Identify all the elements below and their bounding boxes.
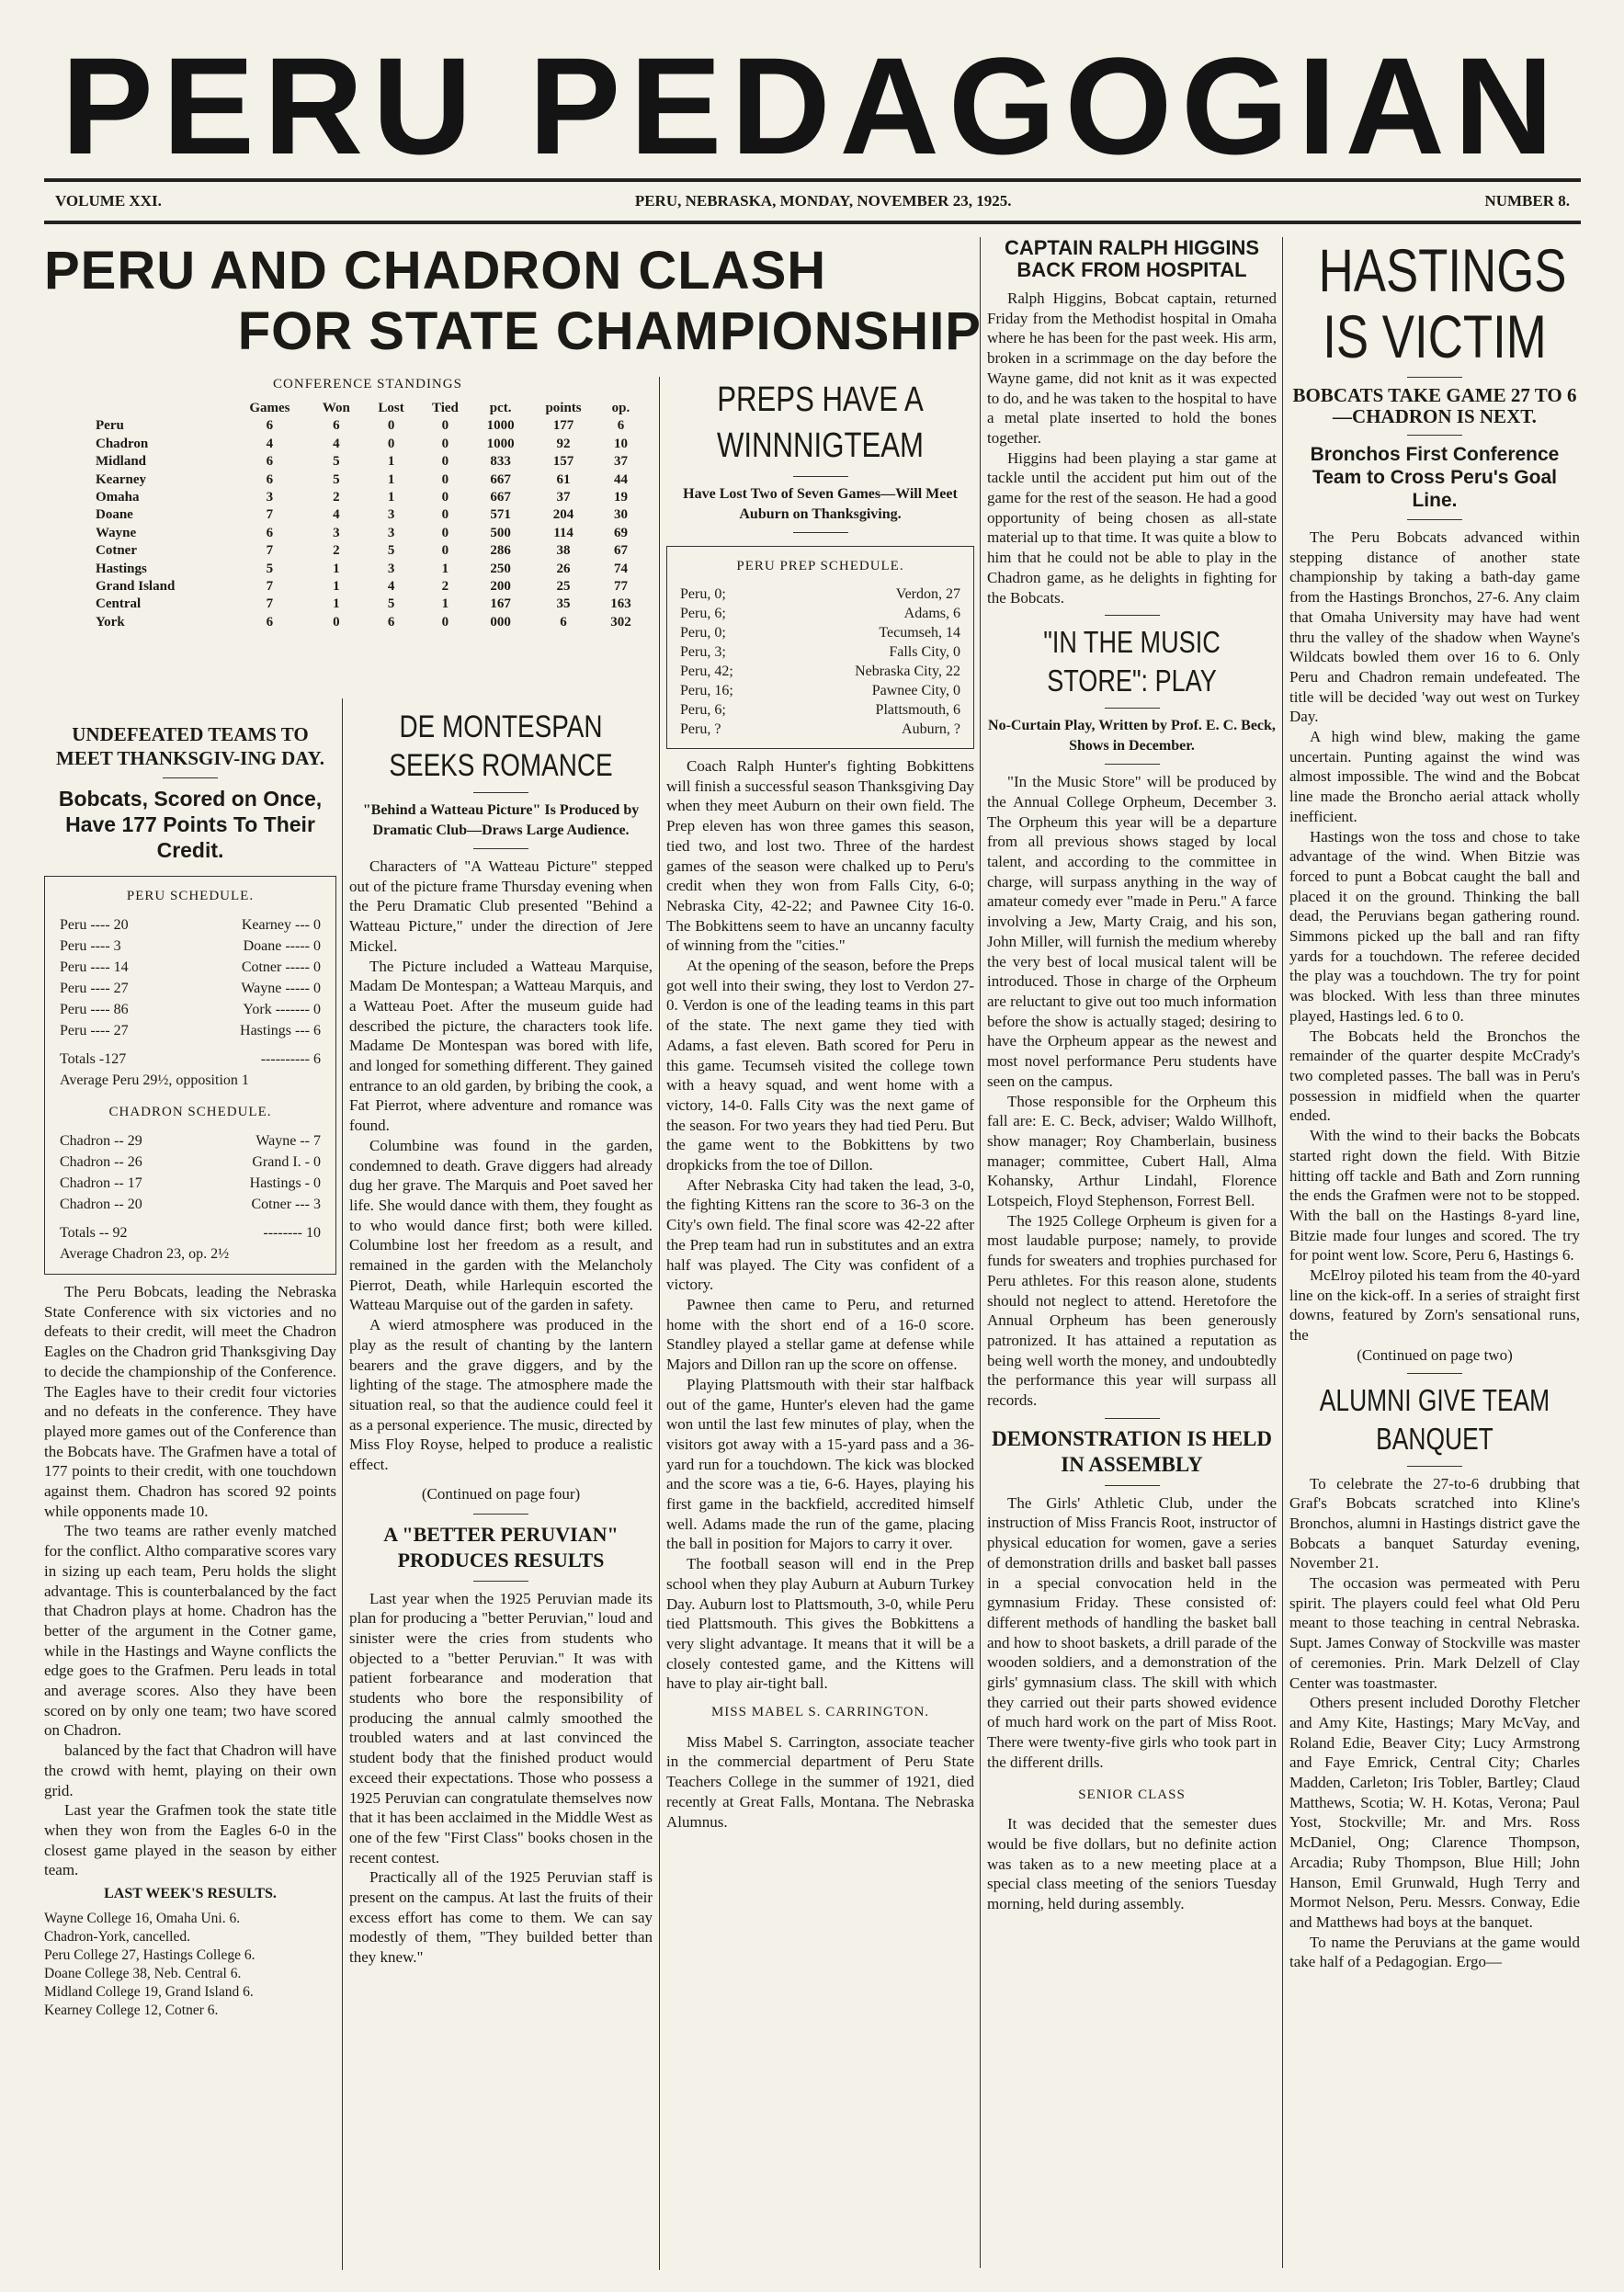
schedule-left: Chadron -- 29 <box>60 1133 142 1149</box>
standings-cell: 177 <box>552 418 574 434</box>
standings-cell: 35 <box>556 596 571 612</box>
senior-headline: SENIOR CLASS <box>1078 1787 1186 1802</box>
standings-cell: 250 <box>490 561 511 576</box>
standings-cell: 38 <box>556 543 571 559</box>
standings-cell: 37 <box>556 490 571 505</box>
schedule-row <box>680 700 960 720</box>
standings-cell: 5 <box>266 561 274 576</box>
standings-cell: Midland <box>96 454 147 470</box>
standings-row <box>92 506 643 524</box>
paragraph: The occasion was permeated with Peru spirit. The players could feel what Old Peru meant to those teaching in central Nebraska. Supt. James Conway of Stockville was master of ceremonies. Prin. Mark Delzell of Clay Center was toastmaster. <box>1289 1574 1580 1692</box>
paragraph: Playing Plattsmouth with their star halfback out of the game, Hunter's eleven had the game won until the last few minutes of play, when the visitors got away with a 15-yard pass and a 36-yard run for a touchdown. The kick was blocked and the score was a tie, 6-6. Hayes, playing his first game in the backfield, accredited himself well. Adams made the run of the game, placing the ball in position for Majors to carry it over. <box>666 1375 974 1553</box>
paragraph: To name the Peruvians at the game would take half of a Pedagogian. Ergo— <box>1289 1933 1580 1971</box>
schedule-right: Kearney --- 0 <box>241 917 321 933</box>
standings-cell: 5 <box>333 471 340 487</box>
higgins-headline: CAPTAIN RALPH HIGGINS BACK FROM HOSPITAL <box>1004 236 1260 281</box>
peruvian-headline: A "BETTER PERUVIAN" PRODUCES RESULTS <box>383 1522 619 1571</box>
schedule-right: Hastings - 0 <box>249 1175 321 1191</box>
hastings-body <box>1289 528 1580 1345</box>
schedule-left: Peru ---- 27 <box>60 1023 129 1038</box>
paragraph: Others present included Dorothy Fletcher and Amy Kite, Hastings; Mary McVay, and Roland Edie, Beaver City; Lucy Armstrong and Faye Emrick, Central City; Charles Madden, Carleton; Iris Tobler, Bartley; Claud Matthews, Scotia; W. H. Kotas, Verona; Paul Yost, Stockville; Mr. and Mrs. Ross McDaniel, Ong; Clarence Thompson, Arcadia; Ruby Thompson, Blue Hill; John Hanson, Emil Grunwald, Hugh Terry and Mormot Nelson, Peru. Messrs. Conway, Edie and Matthews had boys at the banquet. <box>1289 1694 1580 1931</box>
standings-cell: 2 <box>333 490 340 505</box>
paragraph: Practically all of the 1925 Peruvian staff is present on the campus. At last the fruits of their excess effort has come to them. We can say modestly of them, "They builded better than they knew." <box>349 1868 653 1967</box>
standings-cell: 6 <box>266 454 274 470</box>
masthead: PERU PEDAGOGIAN <box>61 28 1563 183</box>
standings-cell: 1000 <box>486 418 515 434</box>
standings-row <box>92 489 643 506</box>
schedule-row <box>680 584 960 604</box>
standings-row <box>92 578 643 596</box>
paragraph: After Nebraska City had taken the lead, 3-0, the fighting Kittens ran the score to 36-3 on the City's own field. The final score was 42-22 after the Prep team had run in substitutes and an extra half was played. The City was confident of a victory. <box>666 1175 974 1294</box>
standings-cell: 77 <box>613 579 628 595</box>
standings-title: CONFERENCE STANDINGS <box>273 377 462 391</box>
schedule-left: Peru ---- 3 <box>60 938 121 954</box>
standings-row <box>92 561 643 578</box>
schedule-left: Peru, 3; <box>680 644 726 660</box>
alumni-body <box>1289 1474 1580 1973</box>
standings-row <box>92 542 643 560</box>
schedule-right: Plattsmouth, 6 <box>875 702 960 718</box>
issue-number: NUMBER 8. <box>1484 192 1570 210</box>
last-week-results <box>44 1910 336 2020</box>
standings-cell: 3 <box>266 490 274 505</box>
schedule-left: Peru, 6; <box>680 702 726 718</box>
standings-cell: 61 <box>556 471 571 487</box>
schedule-left: Peru, 0; <box>680 586 726 602</box>
standings-cell: 6 <box>266 614 274 630</box>
standings-cell: 1 <box>333 561 340 576</box>
column-rule <box>1282 237 1283 2268</box>
undefeated-deck: Bobcats, Scored on Once, Have 177 Points To Their Credit. <box>58 787 323 862</box>
standings-cell: 37 <box>613 454 628 470</box>
schedule-right: Verdon, 27 <box>895 586 960 602</box>
hastings-headline: HASTINGS IS VICTIM <box>1318 236 1567 370</box>
standings-cell: 000 <box>490 614 511 630</box>
schedule-right: Wayne ----- 0 <box>241 981 321 996</box>
paragraph: The two teams are rather evenly matched for the conflict. Altho comparative scores vary in sizing up each team, Peru holds the slight advantage. This is counterbalanced by the fact that Chadron plays at home. Chadron has the better of the argument in the Cotner game, while in the Hastings and Wayne conflicts the edge goes to the Grafmen. Peru leads in total and average scores. Also they have been scored on by only one team; two have scored on Chadron. <box>44 1522 336 1740</box>
result-line: Chadron-York, cancelled. <box>44 1928 190 1945</box>
standings-cell: 6 <box>387 614 395 630</box>
schedule-row <box>60 1020 321 1041</box>
hastings-deck-1: BOBCATS TAKE GAME 27 TO 6—CHADRON IS NEXT. <box>1292 384 1577 427</box>
paragraph: "In the Music Store" will be produced by the Annual College Orpheum, December 3. The Orpheum this year will be a departure from all previous shows staged by local talent, and according to the committee in charge, will surpass anything in the way of amateur comedy ever "made in Peru." A farce involving a Jew, Marty Craig, and his son, John Miller, will furnish the medium whereby the very best of local musical talent will be introduced. Those in charge of the Orpheum are reluctant to give out too much information before the show is actually staged; desiring to have the Orpheum appear as the newest and most novel performance Peru students have seen on the campus. <box>987 773 1277 1090</box>
standings-header-cell: Tied <box>431 401 459 415</box>
music-store-deck: No-Curtain Play, Written by Prof. E. C. Beck, Shows in December. <box>988 718 1276 755</box>
schedule-right: Pawnee City, 0 <box>871 683 960 698</box>
last-week-title: LAST WEEK'S RESULTS. <box>104 1886 277 1902</box>
standings-cell: 7 <box>266 579 274 595</box>
standings-cell: 1 <box>441 596 449 612</box>
standings-cell: 6 <box>617 418 625 434</box>
senior-body: It was decided that the semester dues would be five dollars, but no definite action was taken as to a new meeting place at a special class meeting of the seniors Tuesday morning, held during assembly. <box>987 1815 1277 1913</box>
standings-cell: 3 <box>387 507 395 523</box>
paragraph: A high wind blew, making the game uncertain. Punting against the wind was almost impossible. The wind and the Bobcat line made the Broncho aerial attack wholly inefficient. <box>1289 728 1580 825</box>
montespan-headline: DE MONTESPAN SEEKS ROMANCE <box>389 709 613 783</box>
paragraph: At the opening of the season, before the Preps got well into their swing, they lost to Verdon 27-0. Verdon is one of the leading teams in this part of the state. The next game they tied with Adams, a fast eleven. Bath scored for Peru in this game. Tecumseh visited the college town with a heavy squad, and went home with a victory, 14-0. Falls City was the next game of the season. For two years they had tied Peru. But the game went to the Bobkittens by two dropkicks from the toe of Dillon. <box>666 957 974 1174</box>
paragraph: The Peru Bobcats, leading the Nebraska State Conference with six victories and no defeats to their credit, will meet the Chadron Eagles on the Chadron grid Thanksgiving Day to decide the championship of the Conference. The Eagles have to their credit four victories and no defeats in the conference. They have played more games out of the Conference than the Bobcats have. The Grafmen have a total of 177 points to their credit, with one touchdown against them. Chadron has scored 92 points while opponents made 10. <box>44 1283 336 1520</box>
schedule-row <box>680 681 960 700</box>
schedule-right: Cotner ----- 0 <box>241 959 321 975</box>
carrington-body: Miss Mabel S. Carrington, associate teacher in the commercial department of Peru State Teachers College in the summer of 1921, died recently at Great Falls, Montana. The Nebraska Alumnus. <box>666 1732 974 1831</box>
standings-row <box>92 453 643 471</box>
paragraph: The football season will end in the Prep school when they play Auburn at Auburn Turkey Day. Auburn lost to Plattsmouth, 3-0, while Peru tied Plattsmouth. This gives the Bobkittens a very slight advantage. It means that it will be a closely contested game, and the Kittens will have to play air-tight ball. <box>666 1555 974 1693</box>
paragraph: The 1925 College Orpheum is given for a most laudable purpose; namely, to provide funds for sweaters and trophies purchased for Peru athletes. For this reason alone, students should not neglect to attend. Heretofore the Annual Orpheum has been generously patronized. It has attained a reputation as being well worth the money, and undoubtedly the performance this year will surpass all records. <box>987 1211 1277 1410</box>
schedule-row <box>60 914 321 936</box>
schedule-row <box>60 1173 321 1194</box>
standings-header-cell: points <box>545 401 582 415</box>
schedule-left: Peru, 6; <box>680 606 726 621</box>
standings-cell: 204 <box>552 507 574 523</box>
standings-cell: 571 <box>490 507 511 523</box>
music-store-body <box>987 772 1277 1411</box>
standings-cell: 2 <box>441 579 449 595</box>
standings-cell: 667 <box>490 471 511 487</box>
schedule-right: Wayne -- 7 <box>256 1133 321 1149</box>
preps-body <box>666 756 974 1694</box>
standings-cell: 69 <box>613 525 628 540</box>
standings-header-cell: Games <box>249 401 290 415</box>
column-undefeated <box>44 717 336 2020</box>
standings-cell: 0 <box>441 490 449 505</box>
chadron-schedule-title: CHADRON SCHEDULE. <box>108 1105 272 1119</box>
schedule-left: Peru ---- 86 <box>60 1002 129 1017</box>
dateline <box>44 178 1581 224</box>
peru-average: Average Peru 29½, opposition 1 <box>60 1072 249 1088</box>
alumni-headline: ALUMNI GIVE TEAM BANQUET <box>1319 1382 1550 1456</box>
standings-header-cell: op. <box>611 401 630 415</box>
standings-row <box>92 525 643 542</box>
standings-cell: 302 <box>610 614 631 630</box>
paragraph: Coach Ralph Hunter's fighting Bobkittens will finish a successful season Thanksgiving Day when they meet Auburn on their own field. The Prep eleven has won three games this season, tied two, and lost two. Three of the hardest games of the season were chalked up to Peru's credit when they won from Falls City, 6-0; Nebraska City, 42-22; and Pawnee City 16-0. The Bobkittens seem to have an uncanny faculty of winning from the "cities." <box>666 757 974 955</box>
standings-row <box>92 471 643 489</box>
music-store-headline: "IN THE MUSIC STORE": PLAY <box>1043 625 1221 698</box>
paragraph: A wierd atmosphere was produced in the play as the result of chanting by the lantern bearers and the grave diggers, and by the lighting of the stage. The atmosphere made the situation real, so that the audience could feel it as a personal experience. The music, directed by Miss Floy Royse, helped to produce a realistic effect. <box>349 1316 653 1474</box>
column-rule <box>659 377 660 2270</box>
prep-schedule-title: PERU PREP SCHEDULE. <box>736 559 904 573</box>
standings-cell: 0 <box>441 507 449 523</box>
result-line: Kearney College 12, Cotner 6. <box>44 2002 219 2018</box>
schedule-left: Peru ---- 20 <box>60 917 129 933</box>
volume: VOLUME XXI. <box>55 192 162 210</box>
standings-header-cell: Lost <box>378 401 404 415</box>
standings-cell: 1000 <box>486 436 515 451</box>
standings-cell: 25 <box>556 579 571 595</box>
standings-cell: 0 <box>441 525 449 540</box>
schedule-row <box>60 936 321 957</box>
standings-cell: 0 <box>387 436 395 451</box>
standings-cell: 6 <box>560 614 567 630</box>
result-line: Wayne College 16, Omaha Uni. 6. <box>44 1910 241 1926</box>
schedule-row <box>680 623 960 642</box>
standings-cell: 1 <box>387 454 395 470</box>
standings-cell: 0 <box>441 471 449 487</box>
standings-cell: Cotner <box>96 543 137 559</box>
schedule-row <box>680 604 960 623</box>
montespan-deck: "Behind a Watteau Picture" Is Produced by Dramatic Club—Draws Large Audience. <box>362 802 640 838</box>
standings-cell: 167 <box>490 596 511 612</box>
paragraph: McElroy piloted his team from the 40-yard line on the kick-off. In a series of straight first downs, featured by Zorn's sensational runs, the <box>1289 1266 1580 1345</box>
standings-cell: Central <box>96 596 142 612</box>
standings-cell: 1 <box>333 596 340 612</box>
peru-totals: Totals -127 ---------- 6 <box>60 1051 321 1067</box>
peruvian-body <box>349 1589 653 1968</box>
schedule-right: Nebraska City, 22 <box>855 664 960 679</box>
paragraph: Last year when the 1925 Peruvian made its plan for producing a "better Peruvian," loud and sinister were the cries from students who objected to a "better Peruvian." It was with patient forbearance and moderation that students who bore the responsibility of producing the annual calmly smoothed the troubled waters and at last convinced the student body that the finished product would exceed their expectations. Those who possess a 1925 Peruvian can congratulate themselves now that it has been acclaimed in the Middle West as one of the few "First Class" books chosen in the recent contest. <box>349 1589 653 1867</box>
standings-cell: 0 <box>387 418 395 434</box>
standings-cell: 4 <box>333 436 340 451</box>
carrington-title: MISS MABEL S. CARRINGTON. <box>710 1705 930 1720</box>
schedule-left: Peru ---- 14 <box>60 959 129 975</box>
schedule-right: Falls City, 0 <box>889 644 960 660</box>
standings-cell: 833 <box>490 454 511 470</box>
schedule-left: Peru ---- 27 <box>60 981 129 996</box>
result-line: Peru College 27, Hastings College 6. <box>44 1946 256 1963</box>
standings-cell: 0 <box>441 614 449 630</box>
schedule-right: Adams, 6 <box>903 606 960 621</box>
schedule-row <box>60 957 321 978</box>
paragraph: Hastings won the toss and chose to take advantage of the wind. When Bitzie was forced to punt a Bobcat caught the ball and placed it on the ground. Thinking the ball dead, the Peruvians began gathering round. Simmons picked up the ball and ran fifty yards for a touchdown. The referee decided the play was a touchdown. The try for point was blocked. With less than three minutes played, Hastings led. 6 to 0. <box>1289 827 1580 1025</box>
column-rule <box>980 237 981 2268</box>
standings-cell: 74 <box>613 561 628 576</box>
standings-cell: 5 <box>387 543 395 559</box>
schedule-row <box>60 1194 321 1215</box>
standings-cell: 1 <box>387 471 395 487</box>
paragraph: The Picture included a Watteau Marquise, Madam De Montespan; a Watteau Marquis, and a Watteau Poet. After the museum guide had described the picture, the characters took life. Madame De Montespan was bored with life, and longed for something different. They gained entrance to an old garden, by bribing the cook, a Fat Pierrot, where adventure and romance was found. <box>349 957 653 1135</box>
schedule-left: Chadron -- 26 <box>60 1154 142 1170</box>
montespan-body <box>349 857 653 1475</box>
column-hastings <box>1289 237 1580 1972</box>
higgins-body <box>987 289 1277 607</box>
schedule-row <box>60 1130 321 1152</box>
paragraph: balanced by the fact that Chadron will have the crowd with hemt, playing on their own grid. <box>44 1742 336 1799</box>
standings-cell: 1 <box>387 490 395 505</box>
prep-schedule-box <box>666 546 974 749</box>
result-line: Midland College 19, Grand Island 6. <box>44 1983 254 2000</box>
standings-cell: 667 <box>490 490 511 505</box>
standings-cell: 4 <box>387 579 395 595</box>
standings-cell: 0 <box>441 418 449 434</box>
paragraph: Ralph Higgins, Bobcat captain, returned Friday from the Methodist hospital in Omaha where he has been for the past week. His arm, broken in a scrimmage on the day before the Wayne game, did not knit as it was expected to do, and he was taken to the hospital to have a metal plate inserted to hold the bones together. <box>987 289 1277 447</box>
schedule-right: Tecumseh, 14 <box>879 625 960 641</box>
montespan-continued: (Continued on page four) <box>421 1484 581 1503</box>
standings-cell: 10 <box>613 436 628 451</box>
standings-cell: 1 <box>333 579 340 595</box>
paragraph: Last year the Grafmen took the state title when they won from the Eagles 6-0 in the closest game played in the season by either team. <box>44 1801 336 1879</box>
schedule-row <box>680 662 960 681</box>
standings-cell: 4 <box>266 436 274 451</box>
standings-header-row <box>92 400 643 417</box>
chadron-average: Average Chadron 23, op. 2½ <box>60 1246 230 1262</box>
schedule-left: Chadron -- 20 <box>60 1197 142 1212</box>
undefeated-body <box>44 1282 336 1880</box>
standings-cell: 114 <box>553 525 574 540</box>
column-preps <box>666 377 974 1832</box>
standings-cell: 30 <box>613 507 628 523</box>
schedule-row <box>680 642 960 662</box>
standings-box <box>92 377 643 631</box>
demonstration-headline: DEMONSTRATION IS HELD IN ASSEMBLY <box>991 1426 1273 1476</box>
standings-header-cell: pct. <box>489 401 512 415</box>
lead-headline-line-2: FOR STATE CHAMPIONSHIP <box>237 301 982 361</box>
standings-cell: Peru <box>96 418 124 434</box>
standings-cell: 500 <box>490 525 511 540</box>
standings-cell: 7 <box>266 507 274 523</box>
standings-cell: Wayne <box>96 525 137 540</box>
standings-cell: 5 <box>387 596 395 612</box>
peru-schedule-box <box>44 876 336 1275</box>
schedule-left: Peru, ? <box>680 721 721 737</box>
preps-headline: PREPS HAVE A WINNNIGTEAM <box>716 380 925 465</box>
place-date: PERU, NEBRASKA, MONDAY, NOVEMBER 23, 1925. <box>634 192 1012 210</box>
standings-cell: Omaha <box>96 490 140 505</box>
standings-table <box>92 400 643 631</box>
schedule-right: Hastings --- 6 <box>240 1023 321 1038</box>
standings-cell: 5 <box>333 454 340 470</box>
schedule-left: Chadron -- 17 <box>60 1175 142 1191</box>
schedule-row <box>60 999 321 1020</box>
standings-cell: 7 <box>266 596 274 612</box>
standings-cell: 6 <box>266 471 274 487</box>
standings-cell: 7 <box>266 543 274 559</box>
paragraph: The Bobcats held the Bronchos the remainder of the quarter despite McCrady's two completed passes. The ball was in Peru's possession in midfield when the quarter ended. <box>1289 1027 1580 1125</box>
schedule-right: Doane ----- 0 <box>243 938 321 954</box>
standings-cell: Doane <box>96 507 133 523</box>
demonstration-body: The Girls' Athletic Club, under the instruction of Miss Francis Root, instructor of physical education for women, gave a series of demonstration drills and basket ball passes in a special convocation held in the gymnasium Friday. These consisted of: different methods of handling the basket ball and how to shoot baskets, a drill parade of the wooden soldiers, and a demonstration of the girls' gymnasium class. The skill with which they carried out their parts showed evidence of much hard work on the part of Miss Root. There were twenty-five girls who took part in the different drills. <box>987 1493 1277 1771</box>
standings-cell: 6 <box>266 418 274 434</box>
standings-cell: 3 <box>387 525 395 540</box>
standings-cell: 2 <box>333 543 340 559</box>
paragraph: Higgins had been playing a star game at tackle until the accident put him out of the game for the rest of the season. He had a good opportunity of being chosen as all-state material up to that time. It was quite a blow to him that he could not be able to play in the Chadron game, as he delights in fighting for the Bobcats. <box>987 448 1277 607</box>
standings-cell: 157 <box>552 454 574 470</box>
standings-cell: 1 <box>441 561 449 576</box>
standings-cell: 3 <box>333 525 340 540</box>
standings-cell: 0 <box>333 614 340 630</box>
schedule-row <box>680 720 960 739</box>
standings-cell: 0 <box>441 543 449 559</box>
chadron-totals: Totals -- 92 -------- 10 <box>60 1225 321 1241</box>
standings-cell: 6 <box>266 525 274 540</box>
peru-schedule-title: PERU SCHEDULE. <box>126 889 255 903</box>
standings-cell: 19 <box>613 490 628 505</box>
standings-cell: York <box>96 614 125 630</box>
schedule-left: Peru, 16; <box>680 683 733 698</box>
standings-cell: 44 <box>613 471 628 487</box>
hastings-continued: (Continued on page two) <box>1357 1345 1513 1364</box>
standings-cell: 4 <box>333 507 340 523</box>
standings-header-cell: Won <box>322 401 350 415</box>
standings-cell: Kearney <box>96 471 146 487</box>
standings-cell: 200 <box>490 579 511 595</box>
schedule-row <box>60 978 321 999</box>
schedule-left: Peru, 0; <box>680 625 726 641</box>
standings-cell: 163 <box>610 596 631 612</box>
paragraph: Characters of "A Watteau Picture" stepped out of the picture frame Thursday evening when the Peru Dramatic Club presented "Behind a Watteau Picture," under the direction of Jere Mickel. <box>349 857 653 955</box>
schedule-left: Peru, 42; <box>680 664 733 679</box>
standings-row <box>92 596 643 613</box>
paragraph: With the wind to their backs the Bobcats started right down the field. With Bitzie hitting off tackle and Bath and Zorn running the ends the Grafmen were not to be stopped. With the ball on the Hastings 8-yard line, Bitzie made four lunges and scored. The try for point went low. Score, Peru 6, Hastings 6. <box>1289 1127 1580 1265</box>
paragraph: To celebrate the 27-to-6 drubbing that Graf's Bobcats scratched into Kline's Bronchos, alumni in Hastings district gave the Bobcats a banquet Saturday evening, November 21. <box>1289 1474 1580 1572</box>
standings-cell: 6 <box>333 418 340 434</box>
schedule-right: York ------- 0 <box>243 1002 321 1017</box>
standings-row <box>92 614 643 631</box>
standings-row <box>92 436 643 453</box>
paragraph: Columbine was found in the garden, condemned to death. Grave diggers had already dug her grave. The Marquis and Poet saved her life. She would dance with them, they fought as to who would dance first; both were killed. Columbine lost her freedom as a result, and remained in the garden with the Melancholy Pierrot, Death, while Harlequin escorted the Watteau Marquise out of the garden in safety. <box>349 1136 653 1314</box>
undefeated-headline: UNDEFEATED TEAMS TO MEET THANKSGIV-ING DAY. <box>56 723 324 769</box>
paragraph: The Peru Bobcats advanced within stepping distance of another state championship by taking a bath-day game from the Hastings Bronchos, 27-6. Any claim that Omaha University may have had went thru the valley of the shadow when Wayne's Wildcats bowled them over 16 to 6. Only Peru and Chadron remain undefeated. The title will be decided 'way out west on Turkey Day. <box>1289 528 1580 726</box>
column-higgins <box>987 237 1277 1914</box>
standings-cell: 286 <box>490 543 511 559</box>
paragraph: Those responsible for the Orpheum this fall are: E. C. Beck, adviser; Waldo Willhoft, show manager; Roy Chamberlain, business manager; committee, Cubert Hall, Alma Kohansky, Arthur Lindahl, Florence Lotspeich, Floyd Stephenson, Forrest Bell. <box>987 1092 1277 1210</box>
paragraph: Pawnee then came to Peru, and returned home with the short end of a 16-0 score. Standley played a stellar game at defense while Majors and Dillon ran up the score on offense. <box>666 1295 974 1374</box>
schedule-right: Auburn, ? <box>902 721 960 737</box>
hastings-deck-2: Bronchos First Conference Team to Cross Peru's Goal Line. <box>1310 444 1560 511</box>
standings-cell: Hastings <box>96 561 147 576</box>
standings-cell: 3 <box>387 561 395 576</box>
standings-cell: 0 <box>441 454 449 470</box>
column-rule <box>342 698 343 2270</box>
standings-cell: Grand Island <box>96 579 176 595</box>
standings-cell: 26 <box>556 561 571 576</box>
preps-deck: Have Lost Two of Seven Games—Will Meet Auburn on Thanksgiving. <box>683 486 958 522</box>
standings-row <box>92 417 643 435</box>
schedule-right: Cotner --- 3 <box>251 1197 321 1212</box>
lead-headline-line-1: PERU AND CHADRON CLASH <box>44 241 827 301</box>
standings-cell: Chadron <box>96 436 149 451</box>
schedule-row <box>60 1152 321 1173</box>
standings-cell: 67 <box>613 543 628 559</box>
standings-cell: 92 <box>556 436 571 451</box>
schedule-right: Grand I. - 0 <box>252 1154 321 1170</box>
column-montespan <box>349 708 653 1968</box>
standings-header-cell <box>92 400 232 417</box>
lead-headline <box>44 241 982 362</box>
standings-cell: 0 <box>441 436 449 451</box>
result-line: Doane College 38, Neb. Central 6. <box>44 1965 242 1981</box>
